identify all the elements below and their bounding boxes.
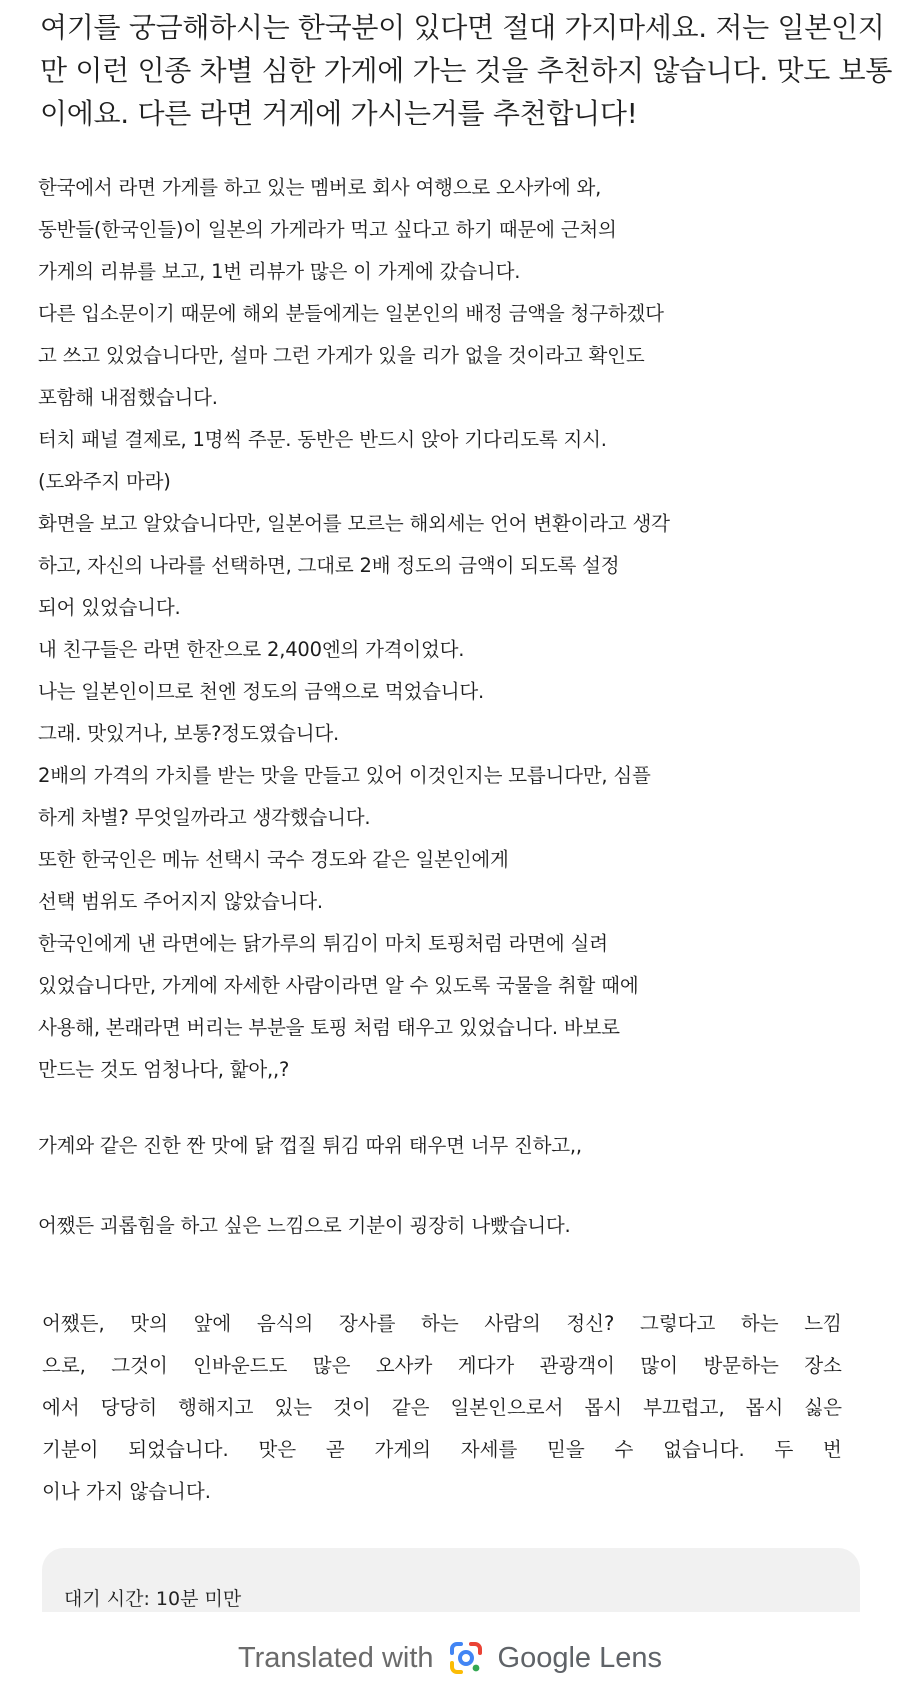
closing-word: 정신? [566,1312,615,1335]
closing-word: 앞에 [193,1312,232,1335]
review-line: 포함해 내점했습니다. [38,386,218,409]
translation-footer [0,1612,900,1704]
closing-word: 인바운드도 [193,1354,288,1377]
closing-word: 않습니다. [129,1480,211,1503]
review-line: 사용해, 본래라면 버리는 부분을 토핑 처럼 태우고 있었습니다. 바보로 [38,1016,620,1039]
review-line: (도와주지 마라) [38,470,171,493]
review-line: 만드는 것도 엄청나다, 핥아,,? [38,1058,290,1081]
closing-word: 오사카 [375,1354,433,1377]
closing-word: 몹시 [584,1396,623,1419]
review-line: 하고, 자신의 나라를 선택하면, 그대로 2배 정도의 금액이 되도록 설정 [38,554,620,577]
closing-word: 많은 [312,1354,351,1377]
closing-word: 번 [823,1438,842,1461]
closing-word: 으로, [42,1354,86,1377]
review-line: 동반들(한국인들)이 일본의 가게라가 먹고 싶다고 하기 때문에 근처의 [38,218,617,241]
closing-word: 있는 [274,1396,313,1419]
closing-word: 자세를 [460,1438,518,1461]
review-line: 나는 일본인이므로 천엔 정도의 금액으로 먹었습니다. [38,680,485,703]
closing-word: 싫은 [804,1396,842,1419]
closing-word: 몹시 [745,1396,784,1419]
closing-word: 음식의 [256,1312,314,1335]
review-line: 가게의 리뷰를 보고, 1번 리뷰가 많은 이 가게에 갔습니다. [38,260,521,283]
summary-line: 만 이런 인종 차별 심한 가게에 가는 것을 추천하지 않습니다. 맛도 보통 [40,54,893,87]
closing-word: 맛의 [130,1312,168,1335]
closing-line [42,1345,842,1387]
review-closing [42,1303,842,1513]
translated-with-label: Translated with [237,1641,434,1674]
closing-word: 가게의 [374,1438,432,1461]
google-lens-icon [448,1640,484,1676]
review-line: 어쨌든 괴롭힘을 하고 싶은 느낌으로 기분이 굉장히 나빴습니다. [38,1214,571,1237]
closing-word: 일본인으로서 [450,1396,564,1419]
wait-time-label: 대기 시간: 10분 미만 [64,1588,242,1610]
review-line: 되어 있었습니다. [38,596,181,619]
review-summary [40,6,893,135]
closing-word: 기분이 [42,1438,99,1461]
closing-word: 것이 [333,1396,371,1419]
closing-word: 이나 [42,1480,80,1503]
closing-word: 되었습니다. [128,1438,229,1461]
summary-line: 여기를 궁금해하시는 한국분이 있다면 절대 가지마세요. 저는 일본인지 [40,11,885,44]
closing-word: 어쨌든, [42,1312,105,1335]
closing-word: 에서 [42,1396,80,1419]
closing-line [42,1471,842,1513]
review-line: 2배의 가격의 가치를 받는 맛을 만들고 있어 이것인지는 모릅니다만, 심플 [38,764,651,787]
closing-word: 장사를 [338,1312,396,1335]
review-line: 가계와 같은 진한 짠 맛에 닭 껍질 튀김 따위 태우면 너무 진하고,, [38,1134,582,1157]
review-line: 내 친구들은 라면 한잔으로 2,400엔의 가격이었다. [38,638,465,661]
review-line: 화면을 보고 알았습니다만, 일본어를 모르는 해외세는 언어 변환이라고 생각 [38,512,670,535]
closing-word: 많이 [640,1354,679,1377]
closing-word: 방문하는 [703,1354,779,1377]
review-line: 한국인에게 낸 라면에는 닭가루의 튀김이 마치 토핑처럼 라면에 실려 [38,932,608,955]
closing-word: 하는 [740,1312,779,1335]
closing-word: 그렇다고 [639,1312,716,1335]
closing-word: 관광객이 [539,1354,615,1377]
closing-word: 장소 [804,1354,842,1377]
review-line: 고 쓰고 있었습니다만, 설마 그런 가게가 있을 리가 없을 것이라고 확인도 [38,344,645,367]
closing-word: 행해지고 [178,1396,254,1419]
closing-word: 수 [614,1438,634,1461]
closing-word: 하는 [421,1312,459,1335]
review-line: 그래. 맛있거나, 보통?정도였습니다. [38,722,340,745]
closing-word: 사람의 [484,1312,541,1335]
closing-word: 같은 [391,1396,430,1419]
review-line: 다른 입소문이기 때문에 해외 분들에게는 일본인의 배정 금액을 청구하겠다 [38,302,664,325]
closing-line [42,1429,842,1471]
summary-line: 이에요. 다른 라면 거게에 가시는거를 추천합니다! [40,97,638,130]
closing-word: 느낌 [804,1312,842,1335]
review-line: 터치 패널 결제로, 1명씩 주문. 동반은 반드시 앉아 기다리도록 지시. [38,428,607,451]
closing-word: 두 [774,1438,794,1461]
review-line: 하게 차별? 무엇일까라고 생각했습니다. [38,806,371,829]
closing-word: 맛은 [258,1438,297,1461]
closing-word: 부끄럽고, [643,1396,725,1419]
google-lens-label: Google Lens [497,1641,663,1674]
closing-word: 가지 [85,1480,124,1503]
closing-word: 없습니다. [663,1438,745,1461]
closing-line [42,1387,842,1429]
closing-word: 당당히 [100,1396,158,1419]
closing-word: 그것이 [111,1354,168,1377]
closing-word: 믿을 [547,1438,585,1461]
review-line: 한국에서 라면 가게를 하고 있는 멤버로 회사 여행으로 오사카에 와, [38,176,602,199]
closing-word: 게다가 [457,1354,515,1377]
closing-line [42,1303,842,1345]
review-line: 선택 범위도 주어지지 않았습니다. [38,890,323,913]
review-line: 또한 한국인은 메뉴 선택시 국수 경도와 같은 일본인에게 [38,848,509,871]
closing-word: 곧 [325,1438,345,1461]
review-line: 있었습니다만, 가게에 자세한 사람이라면 알 수 있도록 국물을 취할 때에 [38,974,639,997]
